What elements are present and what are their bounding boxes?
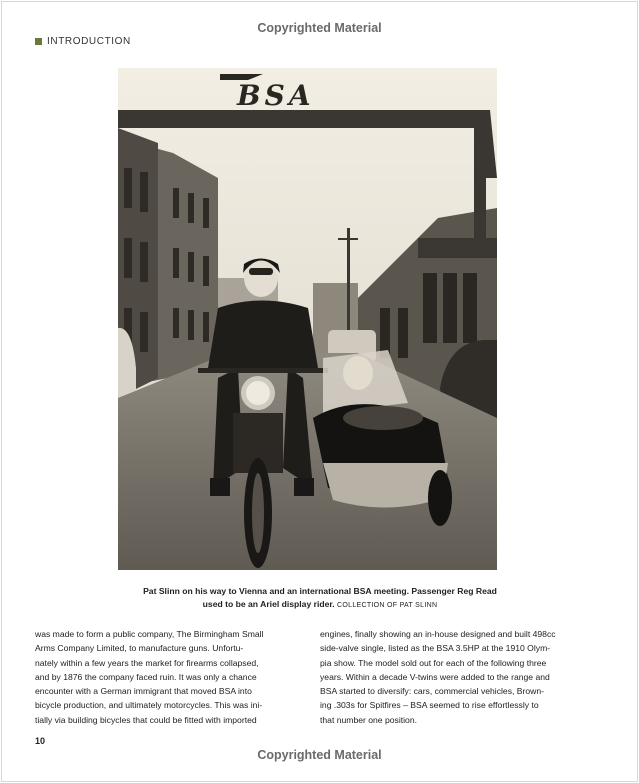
body-line: tially via building bicycles that could be fitted with imported [35, 714, 257, 725]
body-line: side-valve single, listed as the BSA 3.5HP at the 1910 Olym- [320, 643, 551, 654]
section-header [35, 36, 131, 47]
body-column-left [35, 627, 297, 727]
caption-credit: COLLECTION OF PAT SLINN [337, 602, 438, 609]
bsa-sign-text: BSA [237, 79, 315, 112]
body-line: Arms Company Limited, to manufacture guns. Unfortu- [35, 643, 244, 654]
body-line: pia show. The model sold out for each of the following three [320, 657, 547, 668]
watermark-top: Copyrighted Material [257, 21, 382, 35]
body-line: bicycle production, and ultimately motorcycles. This was ini- [35, 700, 263, 711]
watermark-bottom: Copyrighted Material [257, 748, 382, 762]
body-line: that number one position. [320, 714, 417, 725]
body-line: engines, finally showing an in-house designed and built 498cc [320, 629, 556, 639]
body-line: nately within a few years the market for firearms collapsed, [35, 657, 259, 668]
caption-line-1: Pat Slinn on his way to Vienna and an international BSA meeting. Passenger Reg Read [143, 586, 497, 596]
body-line: ing .303s for Spitfires – BSA seemed to rise effortlessly to [320, 700, 539, 711]
photo-caption [70, 585, 570, 612]
body-line: and by 1876 the company faced ruin. It was only a chance [35, 671, 257, 682]
body-line: encounter with a German immigrant that moved BSA into [35, 686, 252, 697]
page-number: 10 [35, 736, 46, 746]
body-line: BSA started to diversify: cars, commercial vehicles, Brown- [320, 686, 544, 697]
section-label: INTRODUCTION [47, 36, 131, 47]
body-column-right [320, 627, 582, 727]
photo-motorcycle-sidecar [118, 68, 497, 570]
body-line: was made to form a public company, The Birmingham Small [35, 629, 264, 639]
caption-line-2: used to be an Ariel display rider. [202, 599, 335, 609]
section-marker-icon [35, 38, 42, 45]
body-line: years. Within a decade V-twins were added to the range and [320, 671, 550, 682]
